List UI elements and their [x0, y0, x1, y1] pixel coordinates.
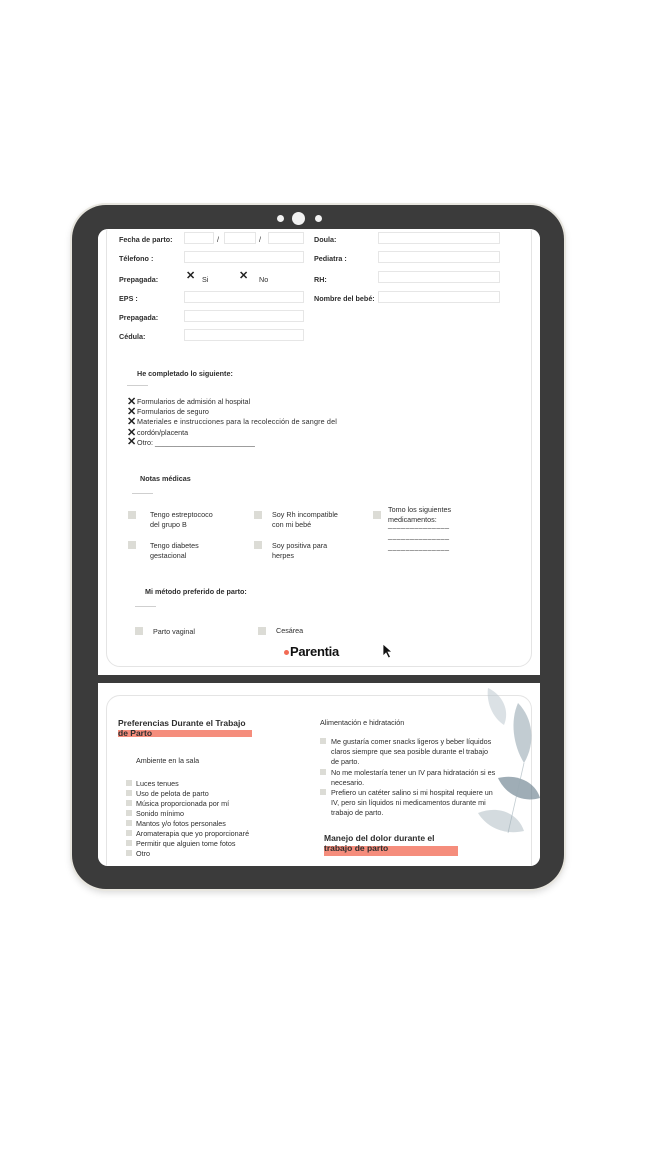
- si-label: Si: [202, 275, 209, 284]
- prepagada-label-2: Prepagada:: [119, 313, 159, 322]
- nombre-bebe-label: Nombre del bebé:: [314, 294, 375, 303]
- completed-heading: He completado lo siguiente:: [137, 369, 233, 378]
- mouse-cursor-icon: [382, 643, 394, 659]
- pediatra-label: Pediatra :: [314, 254, 347, 263]
- fecha-year-field[interactable]: [268, 232, 304, 244]
- alimentacion-heading: Alimentación e hidratación: [320, 718, 405, 727]
- ambiente-item: Mantos y/o fotos personales: [136, 819, 226, 828]
- checkbox[interactable]: [126, 800, 132, 806]
- manejo-title: Manejo del dolor durante el: [324, 833, 435, 843]
- completed-item: Otro: _________________________: [137, 438, 255, 447]
- checked-x-icon[interactable]: ✕: [127, 416, 137, 428]
- ambiente-item: Otro: [136, 849, 150, 858]
- ambiente-item: Luces tenues: [136, 779, 179, 788]
- metodo-option: Parto vaginal: [153, 627, 195, 636]
- nota-label: medicamentos:: [388, 515, 437, 524]
- document-page-1[interactable]: [98, 229, 540, 675]
- checked-x-icon[interactable]: ✕: [186, 270, 196, 282]
- heading-underline: [132, 493, 153, 494]
- checked-x-icon[interactable]: ✕: [127, 406, 137, 418]
- checkbox[interactable]: [373, 511, 381, 519]
- alimentacion-item: No me molestaría tener un IV para hidratación si es: [331, 768, 496, 777]
- no-label: No: [259, 275, 269, 284]
- checkbox[interactable]: [258, 627, 266, 635]
- nota-label: herpes: [272, 551, 294, 560]
- checkbox[interactable]: [128, 511, 136, 519]
- camera-icon: [292, 212, 305, 225]
- pediatra-field[interactable]: [378, 251, 500, 263]
- completed-item: Formularios de admisión al hospital: [137, 397, 251, 406]
- checkbox[interactable]: [135, 627, 143, 635]
- page-divider: [98, 675, 540, 683]
- cedula-field[interactable]: [184, 329, 304, 341]
- eps-field[interactable]: [184, 291, 304, 303]
- parentia-logo: [284, 644, 339, 659]
- checkbox[interactable]: [126, 850, 132, 856]
- fecha-month-field[interactable]: [224, 232, 256, 244]
- checkbox[interactable]: [128, 541, 136, 549]
- eps-label: EPS :: [119, 294, 138, 303]
- alimentacion-item: claros siempre que sea posible durante el trabajo: [331, 747, 489, 756]
- document-page-2[interactable]: [98, 683, 540, 866]
- alimentacion-item: necesario.: [331, 778, 365, 787]
- telefono-field[interactable]: [184, 251, 304, 263]
- medications-line[interactable]: ______________: [388, 533, 450, 540]
- checkbox[interactable]: [254, 511, 262, 519]
- nota-label: gestacional: [150, 551, 187, 560]
- doula-field[interactable]: [378, 232, 500, 244]
- date-slash: /: [217, 235, 219, 244]
- alimentacion-item: de parto.: [331, 757, 360, 766]
- rh-label: RH:: [314, 275, 327, 284]
- completed-item: Formularios de seguro: [137, 407, 209, 416]
- cedula-label: Cédula:: [119, 332, 146, 341]
- metodo-heading: Mi método preferido de parto:: [145, 587, 247, 596]
- metodo-option: Cesárea: [276, 626, 304, 635]
- checkbox[interactable]: [320, 738, 326, 744]
- alimentacion-item: trabajo de parto.: [331, 808, 384, 817]
- checkbox[interactable]: [126, 840, 132, 846]
- checkbox[interactable]: [320, 769, 326, 775]
- checkbox[interactable]: [126, 810, 132, 816]
- nota-label: Tengo estreptococo: [150, 510, 213, 519]
- doula-label: Doula:: [314, 235, 337, 244]
- alimentacion-item: Prefiero un catéter salino si mi hospital requiere un: [331, 788, 493, 797]
- heading-underline: [127, 385, 148, 386]
- checkbox[interactable]: [254, 541, 262, 549]
- fecha-day-field[interactable]: [184, 232, 214, 244]
- nota-label: del grupo B: [150, 520, 187, 529]
- nota-label: con mi bebé: [272, 520, 312, 529]
- ambiente-item: Música proporcionada por mí: [136, 799, 230, 808]
- prepagada-label: Prepagada:: [119, 275, 159, 284]
- medications-line[interactable]: ______________: [388, 522, 450, 529]
- checkbox[interactable]: [320, 789, 326, 795]
- ambiente-item: Uso de pelota de parto: [136, 789, 209, 798]
- preferencias-title: Preferencias Durante el Trabajo: [118, 718, 246, 728]
- nota-label: Soy Rh incompatible: [272, 510, 338, 519]
- checked-x-icon[interactable]: ✕: [127, 436, 137, 448]
- telefono-label: Télefono :: [119, 254, 154, 263]
- nota-label: Tengo diabetes: [150, 541, 199, 550]
- ambiente-item: Sonido mínimo: [136, 809, 184, 818]
- fecha-label: Fecha de parto:: [119, 235, 173, 244]
- medications-line[interactable]: ______________: [388, 544, 450, 551]
- sensor-dot: [315, 215, 322, 222]
- checkbox[interactable]: [126, 830, 132, 836]
- prepagada-field[interactable]: [184, 310, 304, 322]
- screen: [98, 229, 540, 866]
- alimentacion-item: Me gustaría comer snacks ligeros y beber líquidos: [331, 737, 492, 746]
- completed-item: Materiales e instrucciones para la recolección de sangre del: [137, 417, 337, 426]
- heading-underline: [135, 606, 156, 607]
- ambiente-item: Permitir que alguien tome fotos: [136, 839, 236, 848]
- nota-label: Tomo los siguientes: [388, 505, 452, 514]
- checkbox[interactable]: [126, 780, 132, 786]
- nombre-bebe-field[interactable]: [378, 291, 500, 303]
- logo-dot: [284, 650, 289, 655]
- checked-x-icon[interactable]: ✕: [127, 396, 137, 408]
- alimentacion-item: IV, pero sin líquidos ni medicamentos durante mi: [331, 798, 486, 807]
- checked-x-icon[interactable]: ✕: [239, 270, 249, 282]
- checkbox[interactable]: [126, 790, 132, 796]
- nota-label: Soy positiva para: [272, 541, 328, 550]
- notas-heading: Notas médicas: [140, 474, 191, 483]
- camera-bar: [72, 211, 564, 225]
- checkbox[interactable]: [126, 820, 132, 826]
- logo-text: Parentia: [290, 644, 339, 659]
- ambiente-item: Aromaterapia que yo proporcionaré: [136, 829, 250, 838]
- manejo-title: trabajo de parto: [324, 843, 389, 853]
- checked-x-icon[interactable]: ✕: [127, 427, 137, 439]
- sensor-dot: [277, 215, 284, 222]
- completed-item: cordón/placenta: [137, 428, 189, 437]
- date-slash: /: [259, 235, 261, 244]
- preferencias-title: de Parto: [118, 728, 153, 738]
- tablet-frame: [72, 205, 564, 889]
- rh-field[interactable]: [378, 271, 500, 283]
- ambiente-heading: Ambiente en la sala: [136, 756, 200, 765]
